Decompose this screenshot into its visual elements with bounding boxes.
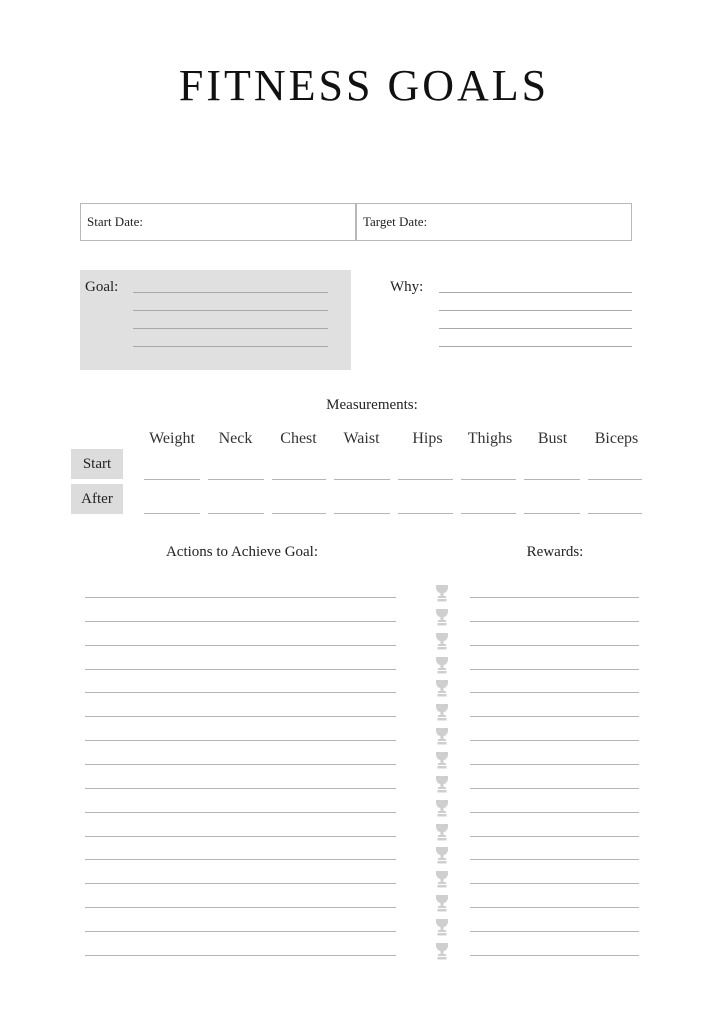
reward-line[interactable] <box>470 716 639 717</box>
reward-line[interactable] <box>470 907 639 908</box>
why-line[interactable] <box>439 346 632 347</box>
trophy-icon <box>434 703 450 721</box>
why-line[interactable] <box>439 328 632 329</box>
goal-label: Goal: <box>85 279 119 295</box>
measure-col-thighs: Thighs <box>467 430 513 447</box>
trophy-icon <box>434 894 450 912</box>
start-thighs-field[interactable] <box>461 479 516 480</box>
goal-line[interactable] <box>133 310 328 311</box>
measure-col-waist: Waist <box>343 430 380 447</box>
reward-line[interactable] <box>470 645 639 646</box>
action-line[interactable] <box>85 669 396 670</box>
goal-line[interactable] <box>133 346 328 347</box>
reward-line[interactable] <box>470 597 639 598</box>
start-weight-field[interactable] <box>144 479 200 480</box>
reward-line[interactable] <box>470 764 639 765</box>
measurements-heading: Measurements: <box>326 397 418 413</box>
reward-line[interactable] <box>470 692 639 693</box>
action-line[interactable] <box>85 645 396 646</box>
trophy-icon <box>434 846 450 864</box>
rewards-heading: Rewards: <box>526 544 584 560</box>
after-waist-field[interactable] <box>334 513 390 514</box>
after-bust-field[interactable] <box>524 513 580 514</box>
action-line[interactable] <box>85 931 396 932</box>
after-weight-field[interactable] <box>144 513 200 514</box>
why-line[interactable] <box>439 310 632 311</box>
action-line[interactable] <box>85 836 396 837</box>
start-chest-field[interactable] <box>272 479 326 480</box>
reward-line[interactable] <box>470 788 639 789</box>
start-date-label: Start Date: <box>87 214 143 229</box>
start-waist-field[interactable] <box>334 479 390 480</box>
trophy-icon <box>434 584 450 602</box>
reward-line[interactable] <box>470 740 639 741</box>
trophy-icon <box>434 656 450 674</box>
why-line[interactable] <box>439 292 632 293</box>
reward-line[interactable] <box>470 621 639 622</box>
row-label-start: Start <box>71 449 123 479</box>
action-line[interactable] <box>85 859 396 860</box>
trophy-icon <box>434 632 450 650</box>
trophy-icon <box>434 751 450 769</box>
action-line[interactable] <box>85 716 396 717</box>
why-label: Why: <box>390 279 424 295</box>
target-date-label: Target Date: <box>363 214 428 229</box>
action-line[interactable] <box>85 907 396 908</box>
trophy-icon <box>434 918 450 936</box>
trophy-icon <box>434 679 450 697</box>
row-label-after: After <box>71 484 123 514</box>
reward-line[interactable] <box>470 859 639 860</box>
action-line[interactable] <box>85 740 396 741</box>
page-title: FITNESS GOALS <box>178 61 550 110</box>
after-chest-field[interactable] <box>272 513 326 514</box>
measure-col-biceps: Biceps <box>594 430 639 447</box>
after-neck-field[interactable] <box>208 513 264 514</box>
after-thighs-field[interactable] <box>461 513 516 514</box>
actions-heading: Actions to Achieve Goal: <box>165 544 319 560</box>
action-line[interactable] <box>85 764 396 765</box>
measure-col-bust: Bust <box>537 430 568 447</box>
reward-line[interactable] <box>470 883 639 884</box>
trophy-icon <box>434 775 450 793</box>
start-biceps-field[interactable] <box>588 479 642 480</box>
trophy-icon <box>434 608 450 626</box>
action-line[interactable] <box>85 621 396 622</box>
start-hips-field[interactable] <box>398 479 453 480</box>
start-date-field[interactable] <box>81 204 355 240</box>
goal-line[interactable] <box>133 292 328 293</box>
trophy-icon <box>434 942 450 960</box>
measure-col-hips: Hips <box>412 430 443 447</box>
action-line[interactable] <box>85 955 396 956</box>
action-line[interactable] <box>85 597 396 598</box>
action-line[interactable] <box>85 788 396 789</box>
reward-line[interactable] <box>470 931 639 932</box>
reward-line[interactable] <box>470 812 639 813</box>
action-line[interactable] <box>85 692 396 693</box>
trophy-icon <box>434 823 450 841</box>
goal-box <box>80 270 351 370</box>
trophy-icon <box>434 727 450 745</box>
measure-col-weight: Weight <box>149 430 195 447</box>
measure-col-chest: Chest <box>280 430 317 447</box>
after-biceps-field[interactable] <box>588 513 642 514</box>
action-line[interactable] <box>85 812 396 813</box>
after-hips-field[interactable] <box>398 513 453 514</box>
trophy-icon <box>434 799 450 817</box>
measure-col-neck: Neck <box>218 430 253 447</box>
goal-line[interactable] <box>133 328 328 329</box>
trophy-icon <box>434 870 450 888</box>
target-date-field[interactable] <box>355 204 631 240</box>
date-fields <box>80 203 632 241</box>
reward-line[interactable] <box>470 669 639 670</box>
start-neck-field[interactable] <box>208 479 264 480</box>
reward-line[interactable] <box>470 955 639 956</box>
reward-line[interactable] <box>470 836 639 837</box>
action-line[interactable] <box>85 883 396 884</box>
start-bust-field[interactable] <box>524 479 580 480</box>
